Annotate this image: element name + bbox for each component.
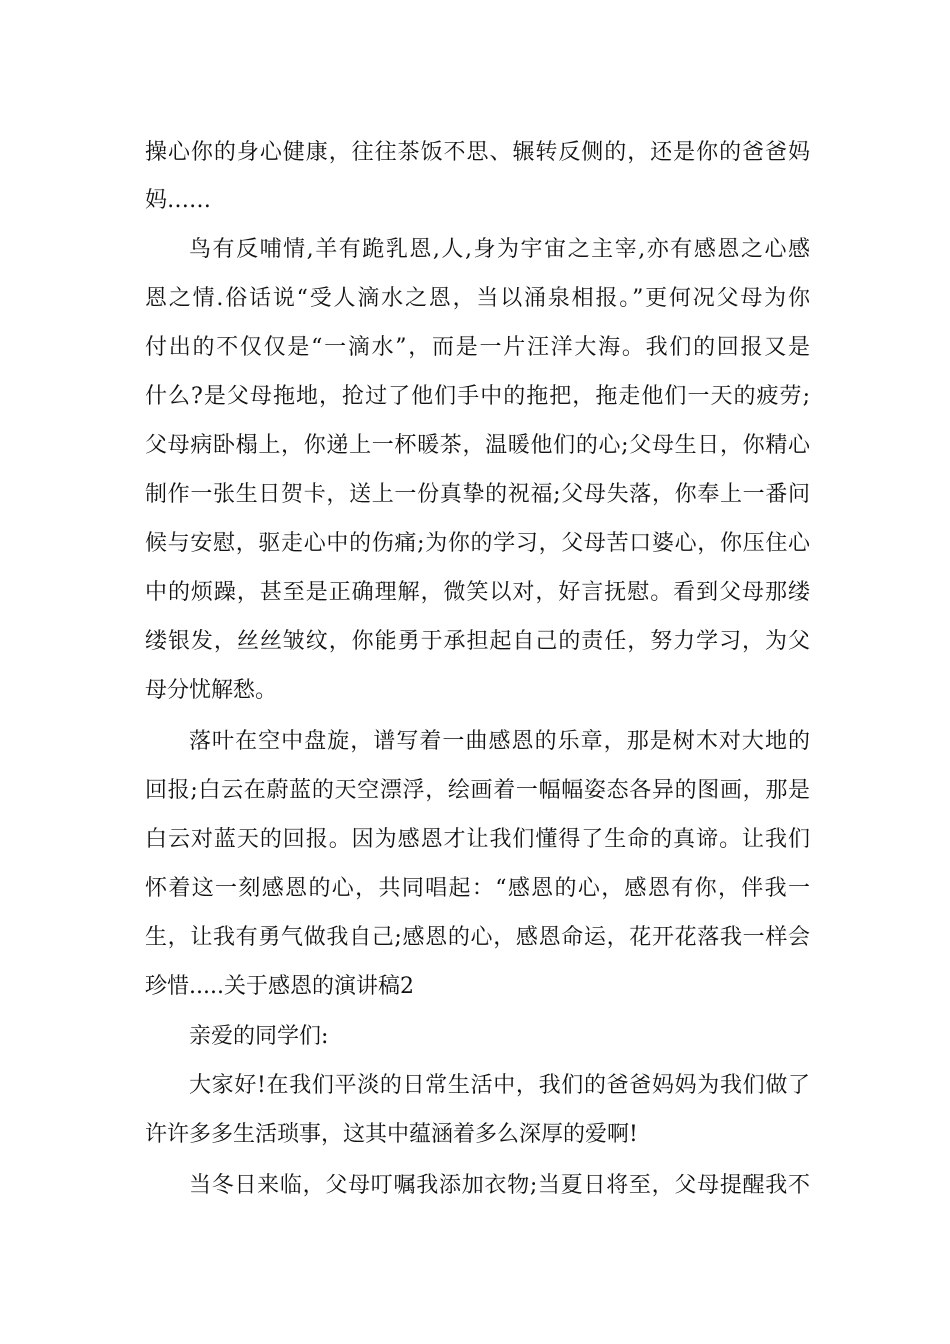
- text-line: 父母病卧榻上，你递上一杯暖茶，温暖他们的心;父母生日，你精心: [145, 433, 810, 458]
- text-line: 落叶在空中盘旋，谱写着一曲感恩的乐章，那是树木对大地的: [189, 729, 810, 754]
- text-line: 珍惜.....关于感恩的演讲稿2: [145, 974, 414, 999]
- text-line: 妈……: [145, 188, 212, 213]
- text-line: 中的烦躁，甚至是正确理解，微笑以对，好言抚慰。看到父母那缕: [145, 580, 810, 605]
- text-line: 操心你的身心健康，往往茶饭不思、辗转反侧的，还是你的爸爸妈: [145, 140, 810, 165]
- text-line: 怀着这一刻感恩的心，共同唱起：“感恩的心，感恩有你，伴我一: [145, 876, 810, 901]
- text-line: 什么?是父母拖地，抢过了他们手中的拖把，拖走他们一天的疲劳;: [145, 384, 810, 409]
- text-line: 回报;白云在蔚蓝的天空漂浮，绘画着一幅幅姿态各异的图画，那是: [145, 778, 810, 803]
- text-line: 母分忧解愁。: [145, 678, 278, 703]
- text-line: 鸟有反哺情,羊有跪乳恩,人,身为宇宙之主宰,亦有感恩之心感: [189, 237, 810, 262]
- text-line: 缕银发，丝丝皱纹，你能勇于承担起自己的责任，努力学习，为父: [145, 629, 810, 654]
- text-line: 生，让我有勇气做我自己;感恩的心，感恩命运，花开花落我一样会: [145, 925, 810, 950]
- text-line: 白云对蓝天的回报。因为感恩才让我们懂得了生命的真谛。让我们: [145, 827, 810, 852]
- text-line: 候与安慰，驱走心中的伤痛;为你的学习，父母苦口婆心，你压住心: [145, 531, 810, 556]
- salutation: 亲爱的同学们:: [189, 1024, 329, 1049]
- text-line: 许许多多生活琐事，这其中蕴涵着多么深厚的爱啊!: [145, 1122, 638, 1147]
- text-line: 付出的不仅仅是“一滴水”，而是一片汪洋大海。我们的回报又是: [145, 335, 810, 360]
- text-line: 当冬日来临，父母叮嘱我添加衣物;当夏日将至，父母提醒我不: [189, 1173, 810, 1198]
- text-line: 制作一张生日贺卡，送上一份真挚的祝福;父母失落，你奉上一番问: [145, 482, 810, 507]
- text-line: 恩之情.俗话说“受人滴水之恩，当以涌泉相报。”更何况父母为你: [145, 286, 810, 311]
- text-line: 大家好!在我们平淡的日常生活中，我们的爸爸妈妈为我们做了: [189, 1073, 810, 1098]
